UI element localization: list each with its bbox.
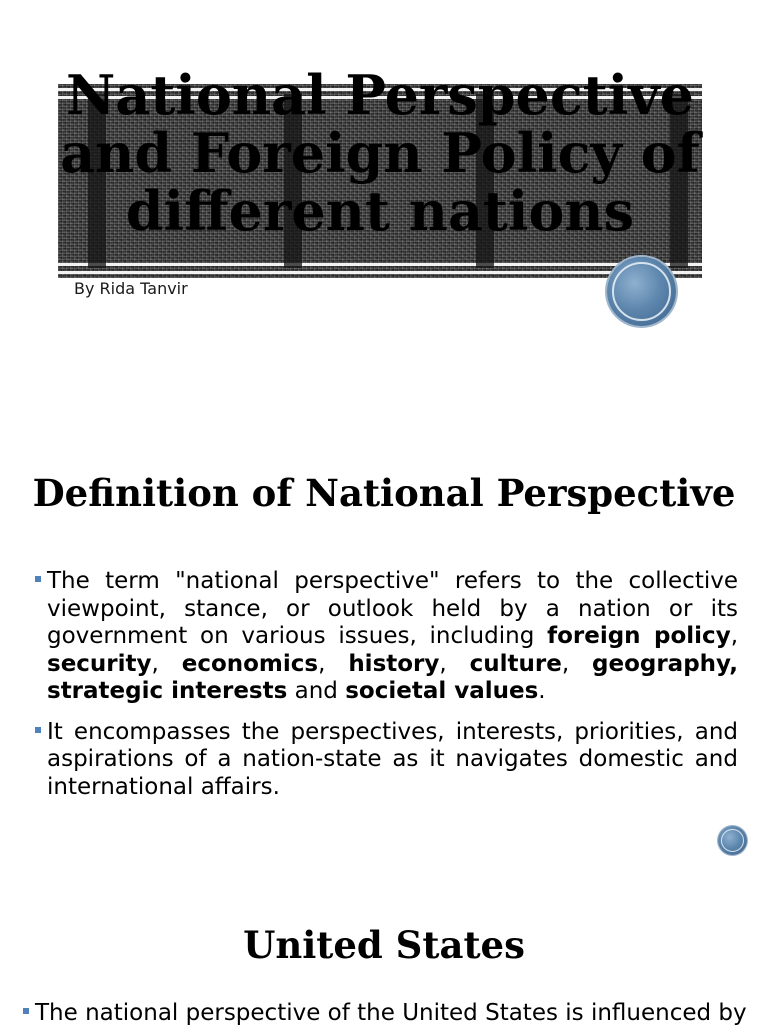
bold-term: history [348,650,440,677]
bullet-item [34,719,738,802]
bullet-text: It encompasses the perspectives, interests, priorities, and aspirations of a nation-state as it navigates domestic and international affairs. [47,718,738,800]
bullet-item [34,568,738,706]
bullet-text: The term "national perspective" refers to the collective viewpoint, stance, or outlook held by a nation or its government on various issues, including [47,568,738,649]
bullet-text: , [151,650,182,677]
bold-term: economics [181,650,319,677]
banner-rule-bottom-inner [58,263,702,266]
united-states-heading: United States [243,923,525,967]
bold-term: geography, strategic interests [47,650,738,704]
bullet-item [22,1000,750,1028]
square-bullet-icon [35,727,41,733]
square-bullet-icon [35,576,41,582]
presentation-title: National Perspective and Foreign Policy of different nations [60,63,700,243]
bullet-text: , [561,650,593,677]
bullet-text: The national perspective of the United States is influenced by [35,1000,747,1026]
definition-heading: Definition of National Perspective [32,471,736,515]
bullet-text: and [287,678,346,704]
banner-rule-bottom-outer [58,271,702,274]
bold-term: culture [469,650,562,677]
square-bullet-icon [23,1008,29,1014]
circle-orb-icon [718,826,747,855]
bold-term: security [47,650,152,677]
author-byline: By Rida Tanvir [74,279,188,298]
bold-term: foreign policy [547,623,731,649]
definition-bullet-list [34,568,738,801]
circle-orb-icon [607,257,676,326]
bullet-text: . [538,678,546,704]
bullet-text: , [730,623,738,649]
bullet-text: , [439,650,470,677]
bold-term: societal values [345,678,539,704]
united-states-bullet-list [22,1000,750,1028]
bullet-text: , [318,650,349,677]
